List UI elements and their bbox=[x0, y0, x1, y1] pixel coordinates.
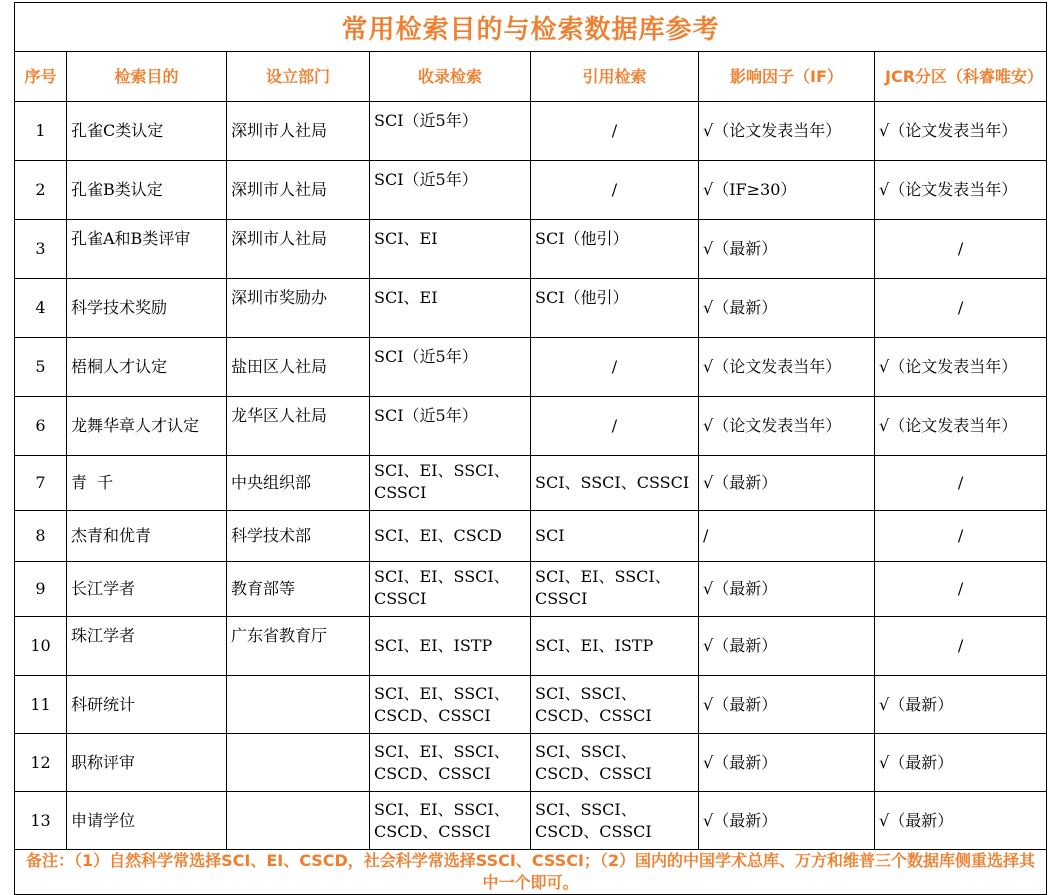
cell-jcr: / bbox=[875, 456, 1047, 511]
table-row bbox=[15, 734, 1047, 792]
cell-purpose: 青 千 bbox=[67, 456, 227, 511]
cell-dept: 科学技术部 bbox=[227, 511, 370, 562]
col-header-index: 收录检索 bbox=[370, 52, 531, 102]
cell-index: SCI、EI、SSCI、CSCD、CSSCI bbox=[370, 676, 531, 734]
cell-index: SCI、EI、CSCD bbox=[370, 511, 531, 562]
col-header-no: 序号 bbox=[15, 52, 67, 102]
reference-table-container bbox=[14, 2, 1046, 895]
cell-jcr: / bbox=[875, 511, 1047, 562]
cell-index: SCI（近5年） bbox=[370, 102, 531, 161]
page-title: 常用检索目的与检索数据库参考 bbox=[15, 3, 1047, 52]
cell-no: 5 bbox=[15, 338, 67, 397]
table-row bbox=[15, 338, 1047, 397]
table-row bbox=[15, 220, 1047, 279]
header-row bbox=[15, 52, 1047, 102]
cell-cite: SCI（他引） bbox=[531, 220, 699, 279]
cell-dept bbox=[227, 792, 370, 850]
cell-cite: SCI、EI、SSCI、CSSCI bbox=[531, 562, 699, 617]
cell-jcr: √（论文发表当年） bbox=[875, 161, 1047, 220]
col-header-purpose: 检索目的 bbox=[67, 52, 227, 102]
table-row bbox=[15, 792, 1047, 850]
cell-dept: 深圳市人社局 bbox=[227, 161, 370, 220]
cell-index: SCI、EI bbox=[370, 279, 531, 338]
cell-no: 13 bbox=[15, 792, 67, 850]
cell-no: 1 bbox=[15, 102, 67, 161]
cell-purpose: 珠江学者 bbox=[67, 617, 227, 676]
cell-cite: SCI、SSCI、CSCD、CSSCI bbox=[531, 734, 699, 792]
cell-dept: 广东省教育厅 bbox=[227, 617, 370, 676]
table-row bbox=[15, 511, 1047, 562]
cell-if: √（论文发表当年） bbox=[699, 338, 875, 397]
cell-purpose: 申请学位 bbox=[67, 792, 227, 850]
cell-no: 12 bbox=[15, 734, 67, 792]
cell-no: 8 bbox=[15, 511, 67, 562]
table-row bbox=[15, 102, 1047, 161]
col-header-dept: 设立部门 bbox=[227, 52, 370, 102]
cell-purpose: 龙舞华章人才认定 bbox=[67, 397, 227, 456]
cell-cite: SCI bbox=[531, 511, 699, 562]
cell-jcr: √（最新） bbox=[875, 734, 1047, 792]
table-row bbox=[15, 161, 1047, 220]
cell-jcr: √（论文发表当年） bbox=[875, 397, 1047, 456]
cell-cite: SCI、SSCI、CSCD、CSSCI bbox=[531, 792, 699, 850]
cell-if: √（论文发表当年） bbox=[699, 397, 875, 456]
reference-table bbox=[14, 2, 1047, 895]
cell-if: √（最新） bbox=[699, 562, 875, 617]
cell-purpose: 科学技术奖励 bbox=[67, 279, 227, 338]
cell-dept: 龙华区人社局 bbox=[227, 397, 370, 456]
cell-jcr: / bbox=[875, 220, 1047, 279]
cell-if: √（论文发表当年） bbox=[699, 102, 875, 161]
cell-purpose: 职称评审 bbox=[67, 734, 227, 792]
cell-cite: SCI、SSCI、CSSCI bbox=[531, 456, 699, 511]
footnote: 备注：（1）自然科学常选择SCI、EI、CSCD，社会科学常选择SSCI、CSSCI；（2）国内的中国学术总库、万方和维普三个数据库侧重选择其中一个即可。 bbox=[15, 850, 1047, 895]
cell-jcr: √（最新） bbox=[875, 792, 1047, 850]
cell-dept: 深圳市奖励办 bbox=[227, 279, 370, 338]
cell-no: 9 bbox=[15, 562, 67, 617]
cell-no: 7 bbox=[15, 456, 67, 511]
cell-dept bbox=[227, 676, 370, 734]
col-header-cite: 引用检索 bbox=[531, 52, 699, 102]
cell-cite: / bbox=[531, 397, 699, 456]
cell-dept: 深圳市人社局 bbox=[227, 102, 370, 161]
col-header-jcr: JCR分区（科睿唯安） bbox=[875, 52, 1047, 102]
cell-purpose: 孔雀B类认定 bbox=[67, 161, 227, 220]
cell-jcr: √（最新） bbox=[875, 676, 1047, 734]
table-row bbox=[15, 562, 1047, 617]
cell-if: / bbox=[699, 511, 875, 562]
cell-purpose: 梧桐人才认定 bbox=[67, 338, 227, 397]
cell-dept bbox=[227, 734, 370, 792]
cell-jcr: / bbox=[875, 279, 1047, 338]
cell-index: SCI（近5年） bbox=[370, 161, 531, 220]
cell-no: 2 bbox=[15, 161, 67, 220]
cell-dept: 深圳市人社局 bbox=[227, 220, 370, 279]
table-row bbox=[15, 397, 1047, 456]
cell-jcr: / bbox=[875, 562, 1047, 617]
cell-cite: SCI（他引） bbox=[531, 279, 699, 338]
cell-cite: SCI、EI、ISTP bbox=[531, 617, 699, 676]
cell-if: √（IF≥30） bbox=[699, 161, 875, 220]
cell-index: SCI、EI、ISTP bbox=[370, 617, 531, 676]
cell-no: 3 bbox=[15, 220, 67, 279]
cell-if: √（最新） bbox=[699, 676, 875, 734]
cell-purpose: 孔雀A和B类评审 bbox=[67, 220, 227, 279]
cell-index: SCI、EI bbox=[370, 220, 531, 279]
table-row bbox=[15, 676, 1047, 734]
cell-index: SCI（近5年） bbox=[370, 338, 531, 397]
cell-jcr: √（论文发表当年） bbox=[875, 102, 1047, 161]
table-row bbox=[15, 279, 1047, 338]
cell-index: SCI、EI、SSCI、CSCD、CSSCI bbox=[370, 792, 531, 850]
cell-if: √（最新） bbox=[699, 456, 875, 511]
table-row bbox=[15, 617, 1047, 676]
cell-cite: / bbox=[531, 161, 699, 220]
cell-purpose: 科研统计 bbox=[67, 676, 227, 734]
cell-if: √（最新） bbox=[699, 734, 875, 792]
col-header-if: 影响因子（IF） bbox=[699, 52, 875, 102]
cell-index: SCI（近5年） bbox=[370, 397, 531, 456]
cell-purpose: 孔雀C类认定 bbox=[67, 102, 227, 161]
cell-jcr: √（论文发表当年） bbox=[875, 338, 1047, 397]
cell-dept: 中央组织部 bbox=[227, 456, 370, 511]
cell-if: √（最新） bbox=[699, 792, 875, 850]
cell-if: √（最新） bbox=[699, 617, 875, 676]
cell-dept: 盐田区人社局 bbox=[227, 338, 370, 397]
cell-cite: / bbox=[531, 102, 699, 161]
cell-jcr: / bbox=[875, 617, 1047, 676]
cell-no: 11 bbox=[15, 676, 67, 734]
cell-if: √（最新） bbox=[699, 279, 875, 338]
cell-no: 4 bbox=[15, 279, 67, 338]
cell-dept: 教育部等 bbox=[227, 562, 370, 617]
cell-if: √（最新） bbox=[699, 220, 875, 279]
cell-purpose: 长江学者 bbox=[67, 562, 227, 617]
cell-index: SCI、EI、SSCI、CSSCI bbox=[370, 562, 531, 617]
cell-index: SCI、EI、SSCI、CSCD、CSSCI bbox=[370, 734, 531, 792]
cell-no: 10 bbox=[15, 617, 67, 676]
cell-cite: / bbox=[531, 338, 699, 397]
cell-cite: SCI、SSCI、CSCD、CSSCI bbox=[531, 676, 699, 734]
cell-purpose: 杰青和优青 bbox=[67, 511, 227, 562]
table-row bbox=[15, 456, 1047, 511]
cell-no: 6 bbox=[15, 397, 67, 456]
cell-index: SCI、EI、SSCI、CSSCI bbox=[370, 456, 531, 511]
